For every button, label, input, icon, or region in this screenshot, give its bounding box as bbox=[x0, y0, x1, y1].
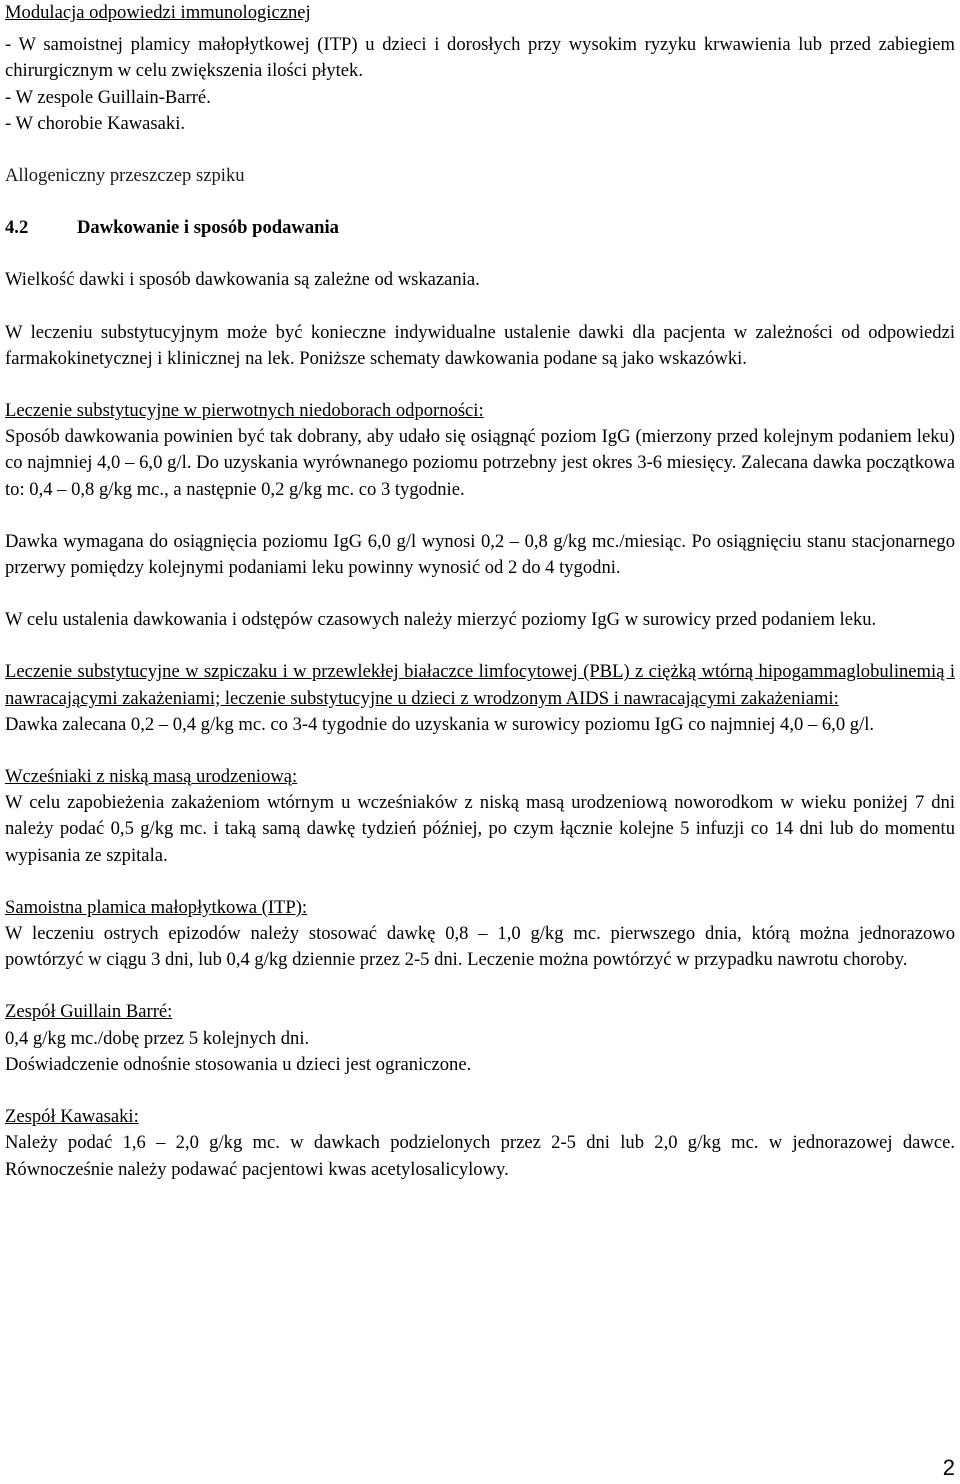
paragraph-igg-monitoring: W celu ustalenia dawkowania i odstępów czasowych należy mierzyć poziomy IgG w surowicy przed podaniem leku. bbox=[5, 609, 877, 631]
section-number: 4.2 bbox=[5, 217, 29, 239]
page-number: 2 bbox=[942, 1455, 955, 1480]
section-heading bbox=[5, 215, 955, 241]
paragraph-kawasaki-dosing: Należy podać 1,6 – 2,0 g/kg mc. w dawkach podzielonych przez 2-5 dni lub 2,0 g/kg mc. w jednorazowej dawce. Równocześnie należy podawać pacjentowi kwas acetylosalicylowy. bbox=[5, 1132, 955, 1180]
list-item-guillain-barre: - W zespole Guillain-Barré. bbox=[5, 86, 211, 108]
list-item-itp: - W samoistnej plamicy małopłytkowej (ITP) u dzieci i dorosłych przy wysokim ryzyku krwawienia lub przed zabiegiem chirurgicznym w celu zwiększenia ilości płytek. bbox=[5, 34, 955, 82]
paragraph-itp-dosing: W leczeniu ostrych epizodów należy stosować dawkę 0,8 – 1,0 g/kg mc. pierwszego dnia, którą można jednorazowo powtórzyć w ciągu 3 dni, lub 0,4 g/kg dziennie przez 2-5 dni. Leczenie można powtórzyć w przypadku nawrotu choroby. bbox=[5, 923, 955, 971]
subheading-primary-immunodeficiency: Leczenie substytucyjne w pierwotnych niedoborach odporności: bbox=[5, 400, 484, 422]
paragraph-individual-dose: W leczeniu substytucyjnym może być konieczne indywidualne ustalenie dawki dla pacjenta w zależności od odpowiedzi farmakokinetycznej i klinicznej na lek. Poniższe schematy dawkowania podane są jako wskazówki. bbox=[5, 321, 955, 369]
document-page bbox=[5, 0, 955, 1183]
subheading-preterm: Wcześniaki z niską masą urodzeniową: bbox=[5, 766, 298, 788]
subheading-guillain-barre: Zespół Guillain Barré: bbox=[5, 1001, 173, 1023]
paragraph-igg-level: Dawka wymagana do osiągnięcia poziomu IgG 6,0 g/l wynosi 0,2 – 0,8 g/kg mc./miesiąc. Po osiągnięciu stanu stacjonarnego przerwy pomiędzy kolejnymi podaniami leku powinny wynosić od 2 do 4 tygodni. bbox=[5, 530, 955, 579]
paragraph-primary-dosing: Sposób dawkowania powinien być tak dobrany, aby udało się osiągnąć poziom IgG (mierzony przed kolejnym podaniem leku) co najmniej 4,0 – 6,0 g/l. Do uzyskania wyrównanego poziomu potrzebny jest okres 3-6 miesięcy. Zalecana dawka początkowa to: 0,4 – 0,8 g/kg mc., a następnie 0,2 g/kg mc. co 3 tygodnie. bbox=[5, 426, 955, 500]
paragraph-gbs-children: Doświadczenie odnośnie stosowania u dzieci jest ograniczone. bbox=[5, 1053, 472, 1075]
paragraph-gbs-dosing: 0,4 g/kg mc./dobę przez 5 kolejnych dni. bbox=[5, 1027, 310, 1049]
section-title: Dawkowanie i sposób podawania bbox=[77, 217, 339, 239]
allogeneic-transplant-heading: Allogeniczny przeszczep szpiku bbox=[5, 165, 245, 187]
immunomodulation-heading: Modulacja odpowiedzi immunologicznej bbox=[5, 2, 311, 23]
subheading-kawasaki: Zespół Kawasaki: bbox=[5, 1106, 139, 1128]
list-item-kawasaki: - W chorobie Kawasaki. bbox=[5, 112, 186, 134]
paragraph-myeloma-dosing: Dawka zalecana 0,2 – 0,4 g/kg mc. co 3-4 tygodnie do uzyskania w surowicy poziomu IgG co najmniej 4,0 – 6,0 g/l. bbox=[5, 713, 875, 735]
subheading-itp: Samoistna plamica małopłytkowa (ITP): bbox=[5, 896, 308, 918]
subheading-myeloma-cll: Leczenie substytucyjne w szpiczaku i w przewlekłej białaczce limfocytowej (PBL) z ciężką wtórną hipogammaglobulinemią i nawracającymi zakażeniami; leczenie substytucyjne u dzieci z wrodzonym AIDS i nawracającymi zakażeniami: bbox=[5, 661, 955, 709]
paragraph-preterm-dosing: W celu zapobieżenia zakażeniom wtórnym u wcześniaków z niską masą urodzeniową noworodkom w wieku poniżej 7 dni należy podać 0,5 g/kg mc. i taką samą dawkę tydzień później, po czym łącznie kolejne 5 infuzji co 14 dni lub do momentu wypisania ze szpitala. bbox=[5, 792, 955, 866]
paragraph-dose-dependency: Wielkość dawki i sposób dawkowania są zależne od wskazania. bbox=[5, 269, 480, 291]
